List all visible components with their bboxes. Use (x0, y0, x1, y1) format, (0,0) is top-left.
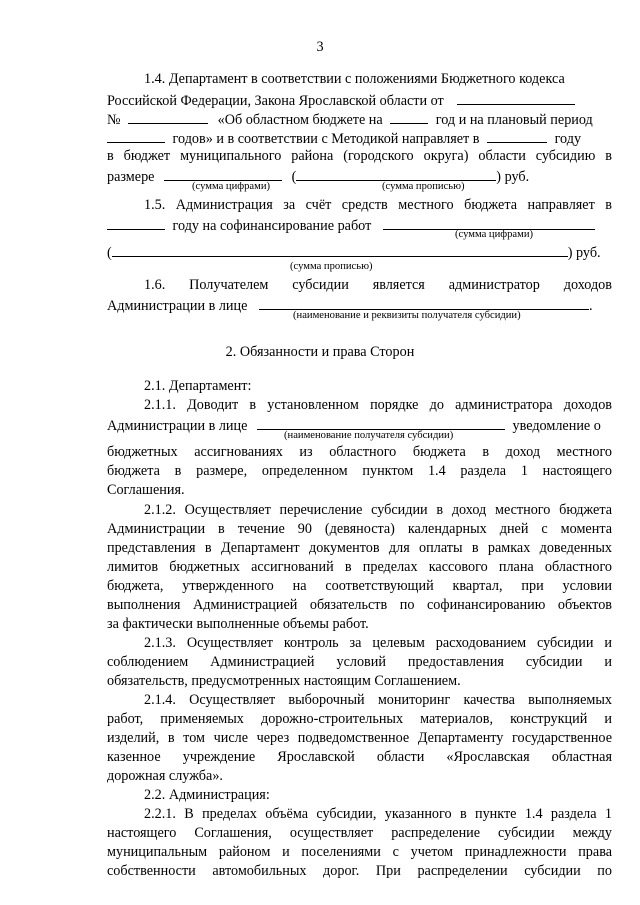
clause-2-1-1-line-1: 2.1.1. Доводит в установленном порядке до администратора доходов (144, 397, 612, 413)
number-sign: № (107, 112, 121, 128)
clause-2-1-2-line-1: 2.1.2. Осуществляет перечисление субсидии в доход местного бюджета (144, 502, 612, 518)
caption-cofinance-words: (сумма прописью) (290, 261, 373, 272)
word: является (372, 277, 425, 293)
notice-text: уведомление о (512, 418, 601, 434)
caption-recipient-name: (наименование получателя субсидии) (284, 430, 454, 441)
transfer-year-blank[interactable] (487, 128, 547, 143)
clause-2-2-1-line-1: 2.2.1. В пределах объёма субсидии, указанного в пункте 1.4 раздела 1 (144, 806, 612, 822)
clause-1-5-line-1: 1.5. Администрация за счёт средств местного бюджета направляет в (144, 197, 612, 213)
caption-amount-words: (сумма прописью) (382, 181, 465, 192)
open-paren: ( (291, 169, 297, 185)
cofinance-year-blank[interactable] (107, 215, 165, 230)
word: 1.6. (144, 277, 166, 293)
clause-2-1-2-line-4: лимитов бюджетных ассигнований в пределах кассового плана областного (107, 559, 612, 575)
law-title-part-2: год и на плановый период (435, 112, 593, 128)
clause-2-1-2-line-7: за фактически выполненные объемы работ. (107, 616, 369, 632)
clause-1-6-line-1 (144, 276, 612, 295)
caption-amount-digits: (сумма цифрами) (192, 181, 271, 192)
clause-2-1-4-line-4: казенное учреждение Ярославской области «Ярославская областная (107, 749, 612, 765)
law-date-blank[interactable] (457, 90, 575, 105)
clause-2-1-4-line-5: дорожная служба». (107, 768, 223, 784)
recipient-name-blank[interactable] (259, 295, 589, 310)
clause-2-2-1-line-2: настоящего Соглашения, осуществляет распределение субсидии между (107, 825, 612, 841)
period: . (588, 298, 593, 314)
cofinance-amount-words-blank[interactable] (112, 242, 568, 257)
clause-2-1-4-line-1: 2.1.4. Осуществляет выборочный мониторинг качества выполняемых (144, 692, 612, 708)
recipient-label: Администрации в лице (107, 298, 248, 314)
clause-2-2-1-line-3: муниципальным районом и поселениями с учетом принадлежности права (107, 844, 612, 860)
law-title-part-3: годов» и в соответствии с Методикой направляет в (172, 131, 480, 147)
clause-2-2-1-line-4: собственности автомобильных дорог. При распределении субсидии по (107, 863, 612, 879)
rub-label: ) руб. (496, 169, 530, 185)
year-word: году (554, 131, 582, 147)
clause-1-4-line-6 (107, 166, 612, 187)
rub-label: ) руб. (567, 245, 601, 261)
clause-1-4-line-1: 1.4. Департамент в соответствии с положениями Бюджетного кодекса (144, 71, 565, 87)
open-paren: ( (107, 245, 112, 261)
clause-2-1-2-line-5: бюджета, утвержденного на соответствующий квартал, при условии (107, 578, 612, 594)
caption-cofinance-digits: (сумма цифрами) (455, 229, 534, 240)
clause-2-1-3-line-1: 2.1.3. Осуществляет контроль за целевым расходованием субсидии и (144, 635, 612, 651)
subsidy-amount-digits-blank[interactable] (164, 166, 282, 181)
planning-period-blank[interactable] (107, 128, 165, 143)
caption-recipient-details: (наименование и реквизиты получателя субсидии) (293, 310, 521, 321)
subsidy-amount-words-blank[interactable] (296, 166, 496, 181)
clause-2-1-4-line-2: работ, применяемых дорожно-строительных материалов, конструкций и (107, 711, 612, 727)
word: субсидии (292, 277, 349, 293)
recipient-label: Администрации в лице (107, 418, 248, 434)
amount-label: размере (107, 169, 155, 185)
clause-2-1-2-line-6: выполнения Администрацией обязательств по софинансированию объектов (107, 597, 612, 613)
clause-2-1-1-line-3: бюджетных ассигнованиях из областного бюджета в доход местного (107, 444, 612, 460)
clause-2-1-2-line-2: Администрации в течение 90 (девяноста) календарных дней с момента (107, 521, 612, 537)
clause-1-4-line-5: в бюджет муниципального района (городского округа) области субсидию в (107, 148, 612, 164)
page-number: 3 (316, 39, 324, 55)
law-title-part-1: «Об областном бюджете на (217, 112, 383, 128)
section-2-heading: 2. Обязанности и права Сторон (225, 344, 415, 360)
clause-2-1-3-line-2: соблюдением Администрацией условий предоставления субсидии и (107, 654, 612, 670)
recipient-blank[interactable] (257, 415, 505, 430)
cofinance-text: году на софинансирование работ (172, 218, 372, 234)
clause-2-1-1-line-4: бюджета в размере, определенном пунктом 1.4 раздела 1 настоящего (107, 463, 612, 479)
clause-2-2-title: 2.2. Администрация: (144, 787, 270, 803)
clause-2-1-title: 2.1. Департамент: (144, 378, 252, 394)
clause-1-5-line-2 (107, 215, 612, 236)
word: доходов (563, 277, 612, 293)
clause-2-1-2-line-3: представления в Департамент документов для оплаты в рамках доведенных (107, 540, 612, 556)
clause-1-4-text: Российской Федерации, Закона Ярославской области от (107, 93, 444, 109)
clause-2-1-3-line-3: обязательств, предусмотренных настоящим Соглашением. (107, 673, 461, 689)
word: Получателем (189, 277, 269, 293)
word: администратор (448, 277, 540, 293)
budget-year-blank[interactable] (390, 109, 428, 124)
law-number-blank[interactable] (128, 109, 208, 124)
clause-2-1-4-line-3: изделий, в том числе через подведомственное Департаменту государственное (107, 730, 612, 746)
clause-2-1-1-line-5: Соглашения. (107, 482, 185, 498)
